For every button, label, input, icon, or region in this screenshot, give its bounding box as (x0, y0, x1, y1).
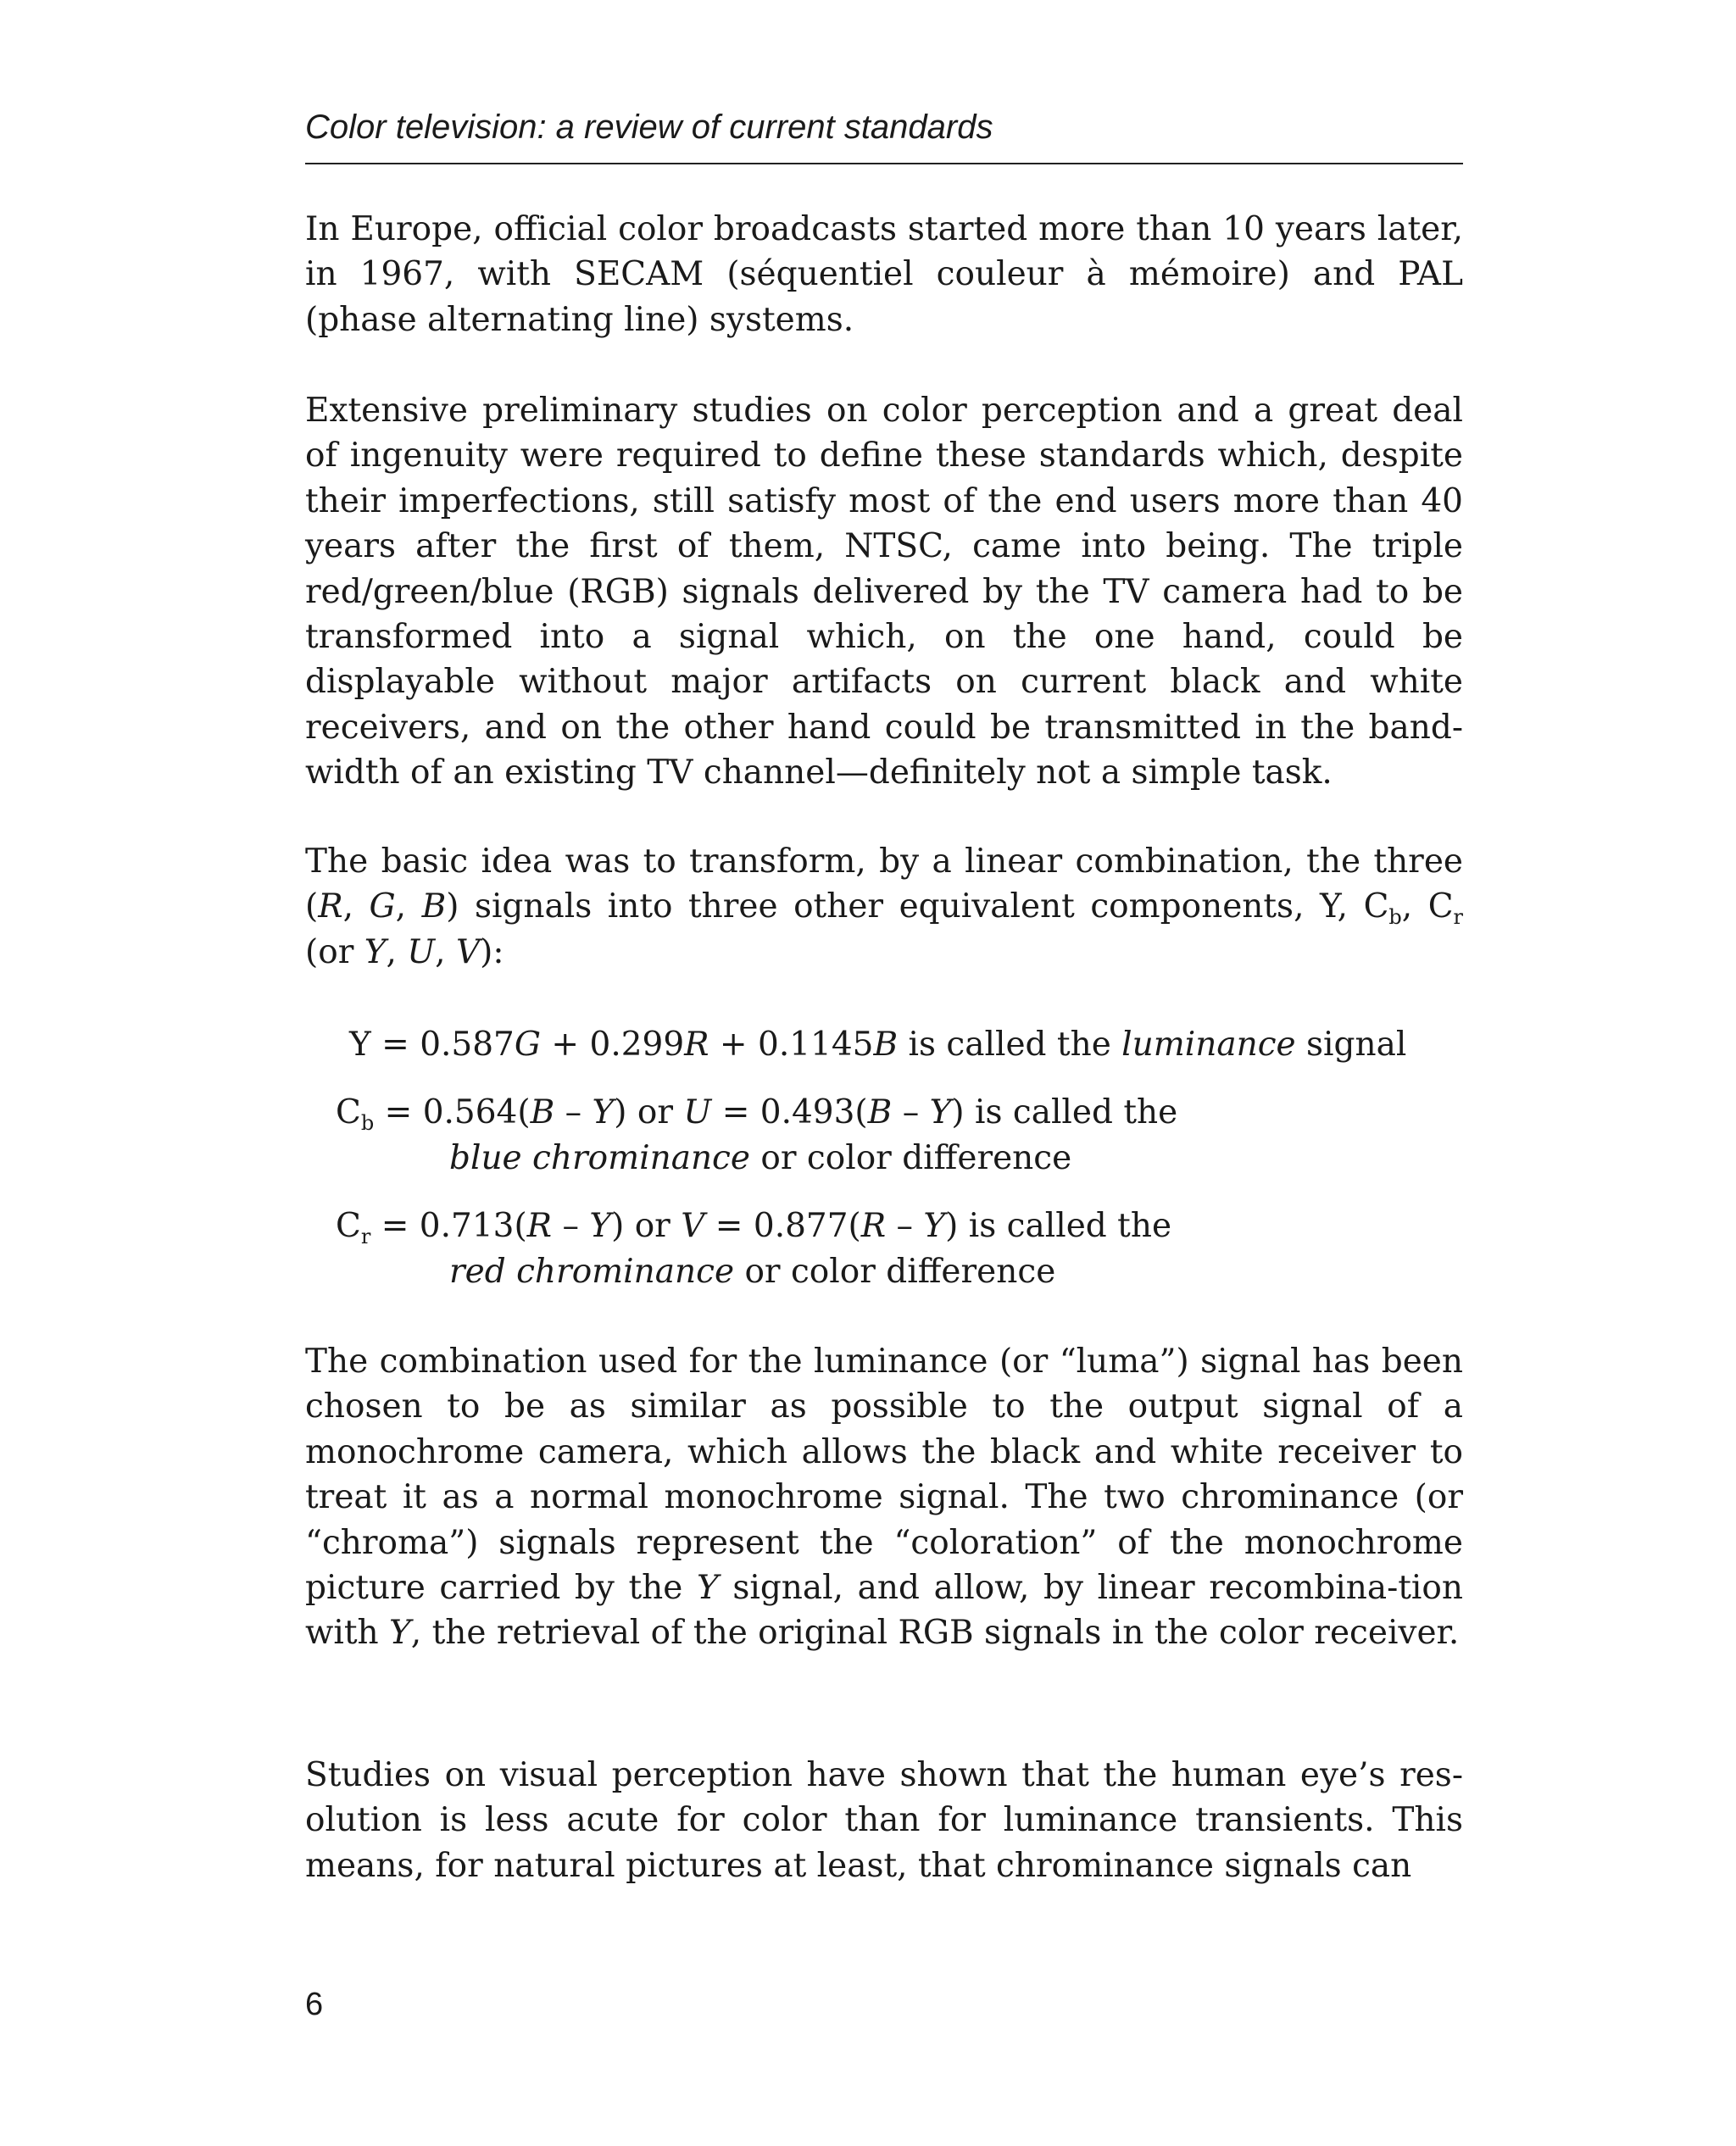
running-header: Color television: a review of current standards (305, 108, 993, 146)
equation-blue-chrominance: $C_b = 0.564(B - Y)$ or U = 0.493(B – Y) is called the (336, 1093, 1178, 1135)
equation-red-chrominance-description: red chrominance or color difference (449, 1253, 1056, 1291)
paragraph-visual-perception: Studies on visual perception have shown that the human eye’s res-olution is less acute for color than for luminance transients. This means, for natural pictures at least, that chrominance signals can (305, 1756, 1463, 1885)
page-number: 6 (305, 1987, 324, 2022)
paragraph-luma-combination: The combination used for the luminance (or “luma”) signal has been chosen to be as similar as possible to the output signal of a monochrome camera, which allows the black and white receiver to treat it as a normal monochrome signal. The two chrominance (or “chroma”) signals represent the “coloration” of the monochrome picture carried by the Y signal, and allow, by linear recombina-tion with Y, the retrieval of the original RGB signals in the color receiver. (305, 1343, 1464, 1653)
paragraph-basic-idea: The basic idea was to transform, by a linear combination, the three (R, G, B) signals into three other equivalent components, Y, $C_b$, $C_r$ (or Y, U, V): (305, 842, 1464, 971)
paragraph-europe-broadcasts: In Europe, official color broadcasts started more than 10 years later, in 1967, with SECAM (séquentiel couleur à mémoire) and PAL (phase alternating line) systems. (305, 210, 1463, 339)
header-rule (305, 163, 1463, 164)
equation-red-chrominance: $C_r = 0.713(R - Y)$ or V = 0.877(R – Y) is called the (336, 1207, 1172, 1248)
equation-blue-chrominance-description: blue chrominance or color difference (449, 1139, 1072, 1177)
paragraph-preliminary-studies: Extensive preliminary studies on color perception and a great deal of ingenuity were required to define these standards which, despite their imperfections, still satisfy most of the end users more than 40 years after the first of them, NTSC, came into being. The triple red/green/blue (RGB) signals delivered by the TV camera had to be transformed into a signal which, on the one hand, could be displayable without major artifacts on current black and white receivers, and on the other hand could be transmitted in the band-width of an existing TV channel—definitely not a simple task. (305, 392, 1463, 792)
equation-luminance: Y = 0.587G + 0.299R + 0.1145B is called the luminance signal (349, 1026, 1407, 1064)
